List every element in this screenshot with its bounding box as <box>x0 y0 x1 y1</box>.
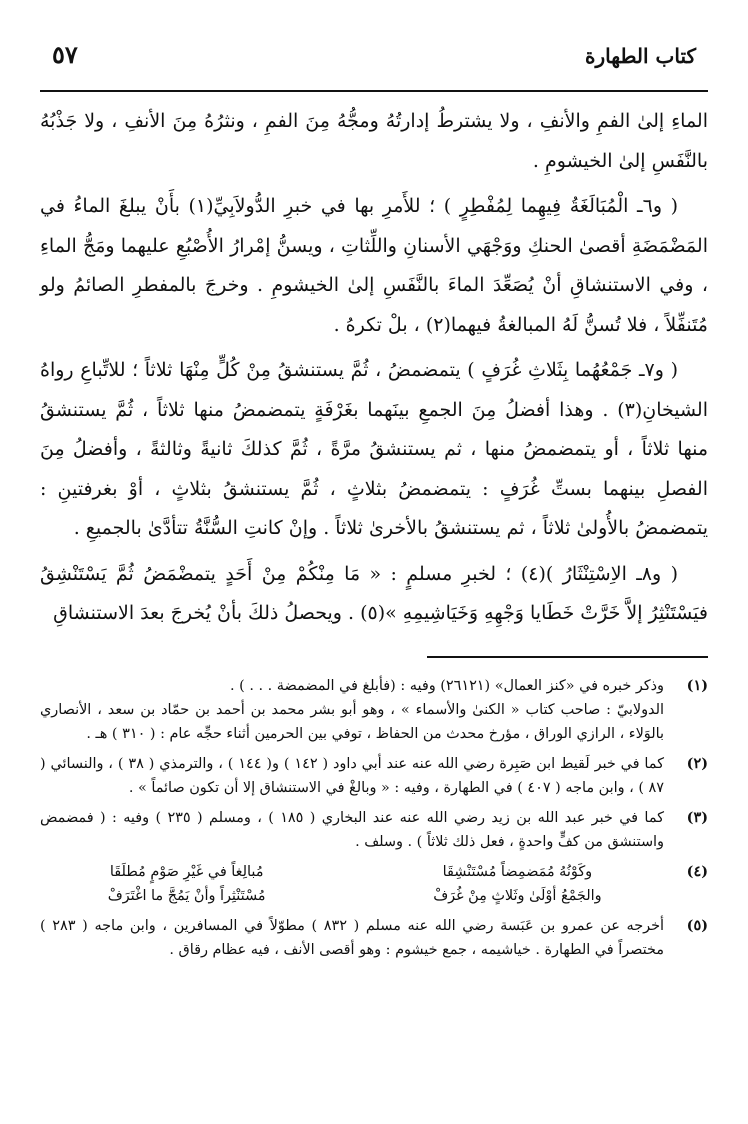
footnote-text: وذكر خبره في «كنز العمال» (٢٦١٢١) وفيه : (فأبلغ في المضمضة . . . ) . <box>229 677 664 694</box>
footnote-separator <box>427 656 708 658</box>
footnote <box>40 860 708 908</box>
footnote-text: الدولابيّ : صاحب كتاب « الكنىٰ والأسماء » ، وهو أبو بشر محمد بن أحمد بن حمّاد بن سعد ، الأنصاري بالوَلاء ، الرازي الوراق ، مؤرخ محدث من الحفاظ ، توفي بين الحرمين أثناء حجِّه عام : ( ٣١٠ ) هـ . <box>40 701 664 742</box>
footnote-text: كما في خبر عبد الله بن زيد رضي الله عنه عند البخاري ( ١٨٥ ) ، ومسلم ( ٢٣٥ ) وفيه : ( فمضمض واستنشق من كفٍّ واحدةٍ ، فعل ذلك ثلاثاً ) . وسلف . <box>40 809 664 850</box>
verse-hemistich: وكَوْنُهُ مُمَضمِضاً مُسْتَنْشِقَا <box>442 863 593 880</box>
paragraph: ( و٨ـ الاِسْتِنْثَارُ )(٤) ؛ لخبرِ مسلمٍ : « مَا مِنْكُمْ مِنْ أَحَدٍ يتمضْمَضُ ثُمَّ يَسْتَنْشِقُ فيَسْتَنْثِرُ إلاَّ خَرَّتْ خَطَايا وَجْهِهِ وَخَيَاشِيمِهِ »(٥) . ويحصلُ ذلكَ بأنْ يُخرجَ بعدَ الاستنشاقِ <box>40 562 708 624</box>
main-text <box>40 102 708 634</box>
footnote-number: (٣) <box>686 808 708 826</box>
footnote <box>40 914 708 962</box>
page-number: ٥٧ <box>52 40 78 69</box>
verse-hemistich: مُسْتَنْثِراً وأنْ يَمُجَّ ما اغْتَرَفْ <box>107 887 266 904</box>
footnote-number: (٢) <box>686 754 708 772</box>
paragraph: ( و٧ـ جَمْعُهُما بِثَلاثِ غُرَفٍ ) يتمضمضُ ، ثُمَّ يستنشقُ مِنْ كُلٍّ مِنْهَا ثلاثاً ؛ للاتِّباعِ رواهُ الشيخانِ(٣) . وهذا أفضلُ مِنَ الجمعِ بينَهما بغَرْفَةٍ يتمضمضُ منها ثلاثاً ، ثُمَّ يستنشقُ منها ثلاثاً ، أو يتمضمضُ منها ، ثم يستنشقُ مرَّةً ، ثُمَّ كذلكَ ثانيةً وثالثةً ، وأفضلُ مِنَ الفصلِ بينهما بستِّ غُرَفٍ : يتمضمضُ بثلاثٍ ، ثُمَّ يستنشقُ بثلاثٍ ، أوْ بغرفتينِ : يتمضمضُ بالأُولىٰ ثلاثاً ، ثم يستنشقُ بالأخرىٰ ثلاثاً . وإنْ كانتِ السُّنَّةُ تتأدَّىٰ بالجميعِ . <box>40 359 708 539</box>
paragraph: ( و٦ـ الْمُبَالَغَةُ فِيهِما لِمُفْطِرٍ ) ؛ للأَمرِ بها في خبرِ الدُّولاَبِيِّ(١) بأَنْ يبلغَ الماءُ في المَضْمَضَةِ أقصىٰ الحنكِ ووَجْهَي الأسنانِ واللِّثاتِ ، ويسنُّ إمْرارُ الأُصْبُعِ عليهما ومَجُّ الماءِ ، وفي الاستنشاقِ أنْ يُصَعِّدَ الماءَ بالنَّفَسِ إلىٰ الخيشومِ . وخرجَ بالمفطرِ الصائمُ ولو مُتَنفِّلاً ، فلا تُسنُّ لَهُ المبالغةُ فيهما(٢) ، بلْ تكرهُ . <box>40 195 708 336</box>
footnote-number: (٤) <box>686 862 708 880</box>
footnote-text: كما في خبر لَقيط ابن صَبِرة رضي الله عنه عند أبي داود ( ١٤٢ ) و( ١٤٤ ) ، والترمذي ( ٣٨ ) ، والنسائي ( ٨٧ ) ، وابن ماجه ( ٤٠٧ ) في الطهارة ، وفيه : « وبالغْ في الاستنشاق إلا أن تكون صائماً » . <box>40 755 664 796</box>
page-header <box>40 40 708 92</box>
paragraph: الماءِ إلىٰ الفمِ والأنفِ ، ولا يشترطُ إدارتُهُ ومجُّهُ مِنَ الفمِ ، ونثرُهُ مِنَ الأنفِ ، ولا جَذْبُهُ بالنَّفَسِ إلىٰ الخيشومِ . <box>40 110 708 172</box>
verse-hemistich: مُبالِغاً في غَيْرِ صَوْمٍ مُطلَقَا <box>109 863 264 880</box>
footnote <box>40 752 708 800</box>
footnote <box>40 806 708 854</box>
footnote-text: أخرجه عن عمرو بن عَبَسة رضي الله عنه مسلم ( ٨٣٢ ) مطوّلاً في المسافرين ، وابن ماجه ( ٢٨٣ ) مختصراً في الطهارة . خياشيمه ، جمع خيشوم : وهو أقصى الأنف ، فيه عظام رقاق . <box>40 917 665 958</box>
verse-line <box>40 884 664 908</box>
footnote-number: (١) <box>686 676 708 694</box>
footnote <box>40 674 708 746</box>
footnote-number: (٥) <box>686 916 708 934</box>
verse-line <box>40 860 664 884</box>
running-title: كتاب الطهارة <box>585 44 696 68</box>
verse-hemistich: والجَمْعُ أوْلَىٰ وثَلاثٍ مِنْ غُرَفْ <box>433 887 602 904</box>
footnotes <box>40 674 708 962</box>
book-page <box>40 40 708 1100</box>
